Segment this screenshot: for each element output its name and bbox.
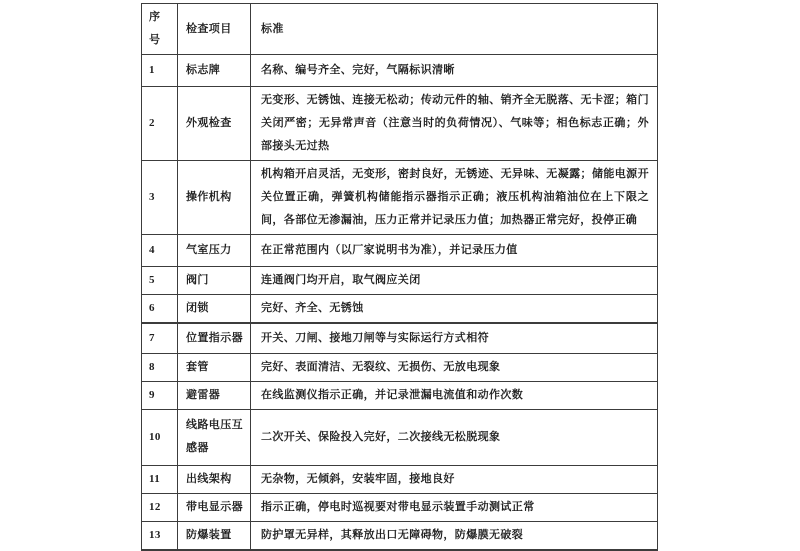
standard-cell: 在正常范围内（以厂家说明书为准），并记录压力值 <box>251 235 658 267</box>
item-cell: 操作机构 <box>178 161 251 235</box>
serial-cell: 11 <box>142 465 178 493</box>
item-cell: 带电显示器 <box>178 493 251 521</box>
table-row <box>142 235 658 267</box>
table-row <box>142 521 658 550</box>
standard-cell: 防护罩无异样，其释放出口无障碍物，防爆膜无破裂 <box>251 521 658 550</box>
inspection-table <box>141 3 658 551</box>
inspection-checklist-document <box>141 3 657 551</box>
serial-cell: 3 <box>142 161 178 235</box>
serial-cell: 13 <box>142 521 178 550</box>
item-cell: 出线架构 <box>178 465 251 493</box>
header-item: 检查项目 <box>178 4 251 55</box>
table-row <box>142 409 658 465</box>
item-cell: 闭锁 <box>178 295 251 324</box>
standard-cell: 指示正确，停电时巡视要对带电显示装置手动测试正常 <box>251 493 658 521</box>
item-cell: 阀门 <box>178 267 251 295</box>
item-cell: 气室压力 <box>178 235 251 267</box>
table-row <box>142 465 658 493</box>
standard-cell: 在线监测仪指示正确，并记录泄漏电流值和动作次数 <box>251 381 658 409</box>
serial-cell: 8 <box>142 353 178 381</box>
standard-cell: 机构箱开启灵活，无变形，密封良好，无锈迹、无异味、无凝露；储能电源开关位置正确，弹簧机构储能指示器指示正确；液压机构油箱油位在上下限之间，各部位无渗漏油，压力正常并记录压力值；加热器正常完好，投停正确 <box>251 161 658 235</box>
table-row <box>142 295 658 324</box>
item-cell: 线路电压互感器 <box>178 409 251 465</box>
table-row <box>142 87 658 161</box>
table-row <box>142 353 658 381</box>
serial-cell: 7 <box>142 323 178 353</box>
standard-cell: 二次开关、保险投入完好，二次接线无松脱现象 <box>251 409 658 465</box>
standard-cell: 无杂物，无倾斜，安装牢固，接地良好 <box>251 465 658 493</box>
item-cell: 外观检查 <box>178 87 251 161</box>
item-cell: 位置指示器 <box>178 323 251 353</box>
table-row <box>142 493 658 521</box>
table-row <box>142 323 658 353</box>
table-row <box>142 161 658 235</box>
header-serial: 序号 <box>142 4 178 55</box>
serial-cell: 1 <box>142 55 178 87</box>
item-cell: 标志牌 <box>178 55 251 87</box>
serial-cell: 10 <box>142 409 178 465</box>
standard-cell: 名称、编号齐全、完好，气隔标识清晰 <box>251 55 658 87</box>
item-cell: 套管 <box>178 353 251 381</box>
table-row <box>142 267 658 295</box>
standard-cell: 开关、刀闸、接地刀闸等与实际运行方式相符 <box>251 323 658 353</box>
serial-cell: 4 <box>142 235 178 267</box>
table-row <box>142 381 658 409</box>
table-row <box>142 55 658 87</box>
table-header-row <box>142 4 658 55</box>
header-standard: 标准 <box>251 4 658 55</box>
standard-cell: 连通阀门均开启，取气阀应关闭 <box>251 267 658 295</box>
serial-cell: 6 <box>142 295 178 324</box>
serial-cell: 9 <box>142 381 178 409</box>
item-cell: 避雷器 <box>178 381 251 409</box>
serial-cell: 12 <box>142 493 178 521</box>
item-cell: 防爆装置 <box>178 521 251 550</box>
standard-cell: 完好、齐全、无锈蚀 <box>251 295 658 324</box>
serial-cell: 5 <box>142 267 178 295</box>
standard-cell: 无变形、无锈蚀、连接无松动；传动元件的轴、销齐全无脱落、无卡涩；箱门关闭严密；无异常声音（注意当时的负荷情况）、气味等；相色标志正确；外部接头无过热 <box>251 87 658 161</box>
serial-cell: 2 <box>142 87 178 161</box>
standard-cell: 完好、表面清洁、无裂纹、无损伤、无放电现象 <box>251 353 658 381</box>
